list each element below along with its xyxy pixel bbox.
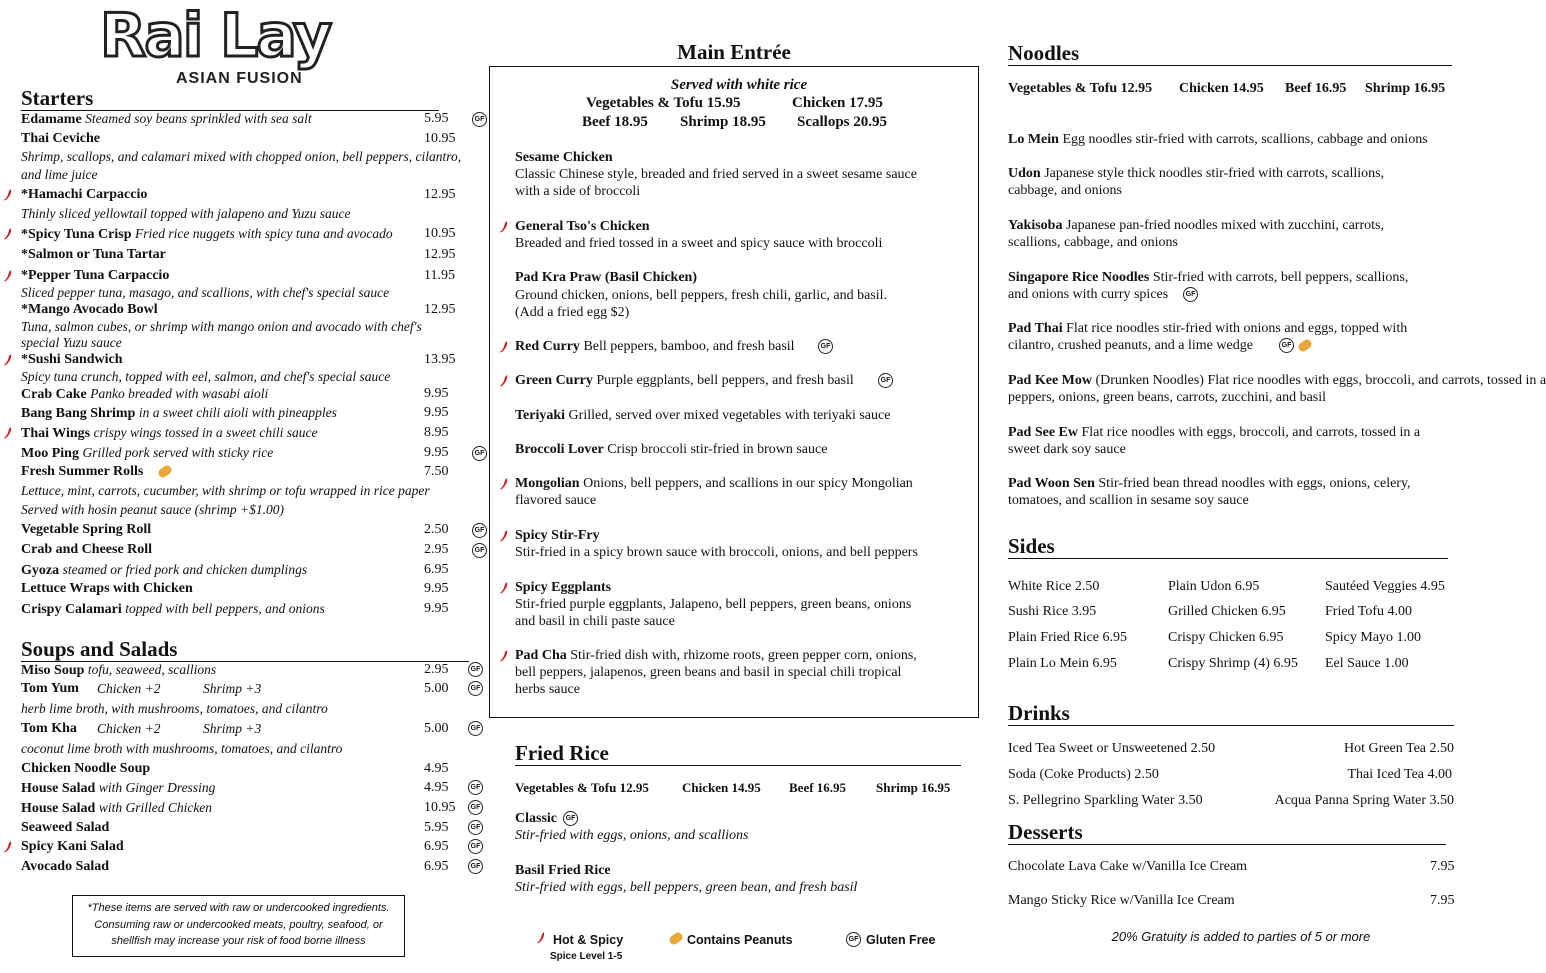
entree-served-with: Served with white rice: [670, 77, 808, 93]
noodle-item: [1008, 372, 1546, 389]
menu-item-price: 9.95: [424, 386, 449, 401]
noodle-item: [1008, 217, 1384, 234]
menu-item: [21, 600, 325, 618]
noodle-item: [1008, 165, 1384, 182]
noodle-item-desc: scallions, cabbage, and onions: [1008, 235, 1178, 250]
noodle-item-desc: Flat rice noodles with eggs, broccoli, and carrots, tossed in a: [1081, 425, 1421, 440]
menu-item: [21, 521, 151, 538]
menu-item-name: Crab Cake: [21, 387, 87, 402]
noodle-item-desc: and onions with curry spices: [1008, 287, 1169, 302]
chili-icon: [3, 228, 13, 240]
fried-rice-price: Chicken 14.95: [682, 780, 761, 795]
menu-item-price: 9.95: [424, 445, 449, 460]
menu-item-price: 12.95: [424, 302, 456, 317]
noodles-price: Vegetables & Tofu 12.95: [1008, 81, 1153, 96]
entree-item-name: Spicy Stir-Fry: [515, 528, 600, 543]
gluten-free-icon: GF: [468, 662, 483, 677]
menu-item-desc: and lime juice: [21, 167, 98, 182]
noodle-item-desc: Stir-fried bean thread noodles with eggs, onions, celery,: [1098, 476, 1411, 491]
menu-item: [21, 424, 318, 442]
gluten-free-icon: GF: [472, 112, 487, 127]
menu-item: [21, 760, 150, 777]
menu-item-desc: topped with bell peppers, and onions: [125, 601, 325, 616]
menu-item-price: 6.95: [424, 839, 449, 854]
entree-item: [515, 338, 795, 355]
notice-line: *These items are served with raw or undercooked ingredients.: [87, 902, 390, 914]
chili-icon: [536, 932, 546, 944]
menu-item-option: Chicken +2: [97, 681, 161, 696]
menu-item: [21, 680, 79, 697]
noodle-item-name: Udon: [1008, 166, 1041, 181]
entree-item-desc: herbs sauce: [515, 682, 580, 697]
entree-item: [515, 441, 827, 458]
dessert-name: Chocolate Lava Cake w/Vanilla Ice Cream: [1008, 859, 1248, 874]
menu-item: [21, 246, 166, 263]
menu-item: [21, 661, 216, 679]
menu-item-desc: special Yuzu sauce: [21, 335, 122, 350]
menu-item-price: 2.95: [424, 662, 449, 677]
side-item: Spicy Mayo 1.00: [1325, 630, 1422, 645]
entree-item: [515, 647, 917, 664]
legend-gluten-free: Gluten Free: [866, 933, 936, 947]
peanut-icon: [668, 931, 685, 946]
menu-item: [21, 561, 307, 579]
menu-item-name: House Salad: [21, 781, 96, 796]
menu-item: [21, 720, 77, 737]
menu-item-price: 5.95: [424, 820, 449, 835]
chili-icon: [499, 650, 509, 662]
menu-item-name: Tom Yum: [21, 681, 79, 696]
entree-item: [515, 372, 854, 389]
menu-item-name: Bang Bang Shrimp: [21, 406, 136, 421]
entree-item-desc: and basil in chili paste sauce: [515, 614, 675, 629]
noodle-item-desc: Stir-fried with carrots, bell peppers, scallions,: [1152, 270, 1409, 285]
menu-item: [21, 110, 312, 128]
menu-item-price: 6.95: [424, 562, 449, 577]
noodles-heading: Noodles: [1008, 42, 1452, 66]
noodles-price: Beef 16.95: [1285, 81, 1347, 96]
noodle-item-desc: Egg noodles stir-fried with carrots, scallions, cabbage and onions: [1062, 132, 1428, 147]
logo-wordmark: Rai Lay: [100, 1, 331, 71]
dessert-price: 7.95: [1430, 859, 1455, 874]
menu-item-name: House Salad: [21, 801, 96, 816]
entree-item-name: General Tso's Chicken: [515, 219, 650, 234]
entree-item-desc: Stir-fried dish with, rhizome roots, green pepper corn, onions,: [570, 648, 917, 663]
menu-item-desc: steamed or fried pork and chicken dumplings: [62, 562, 308, 577]
chili-icon: [499, 478, 509, 490]
noodle-item-desc: peppers, onions, green beans, carrots, zucchini, and basil: [1008, 390, 1327, 405]
menu-item-name: Gyoza: [21, 563, 60, 578]
menu-item-price: 5.00: [424, 721, 449, 736]
menu-item-option: Shrimp +3: [203, 721, 262, 736]
gluten-free-icon: GF: [1279, 338, 1294, 353]
menu-item-name: Crab and Cheese Roll: [21, 542, 153, 557]
menu-item-price: 9.95: [424, 581, 449, 596]
peanut-icon: [1297, 338, 1314, 353]
menu-item-desc: Steamed soy beans sprinkled with sea salt: [85, 111, 312, 126]
menu-item-name: *Spicy Tuna Crisp: [21, 227, 132, 242]
fried-rice-heading: Fried Rice: [515, 742, 961, 766]
drink-item: Acqua Panna Spring Water 3.50: [1274, 793, 1454, 808]
menu-item-desc: Spicy tuna crunch, topped with eel, salmon, and chef's special sauce: [21, 369, 391, 384]
gluten-free-icon: GF: [846, 932, 861, 947]
menu-item-price: 12.95: [424, 247, 456, 262]
menu-item-option: Shrimp +3: [203, 681, 262, 696]
fried-rice-price: Beef 16.95: [789, 780, 847, 795]
noodle-item: [1008, 475, 1411, 492]
menu-item-option: Chicken +2: [97, 721, 161, 736]
menu-item: [21, 444, 273, 462]
entree-item-name: Spicy Eggplants: [515, 580, 612, 595]
menu-item-desc: coconut lime broth with mushrooms, tomatoes, and cilantro: [21, 741, 343, 756]
drink-item: Iced Tea Sweet or Unsweetened 2.50: [1008, 741, 1216, 756]
gluten-free-icon: GF: [472, 543, 487, 558]
entree-heading: Main Entrée: [677, 40, 791, 64]
menu-item-name: Miso Soup: [21, 663, 85, 678]
gluten-free-icon: GF: [468, 800, 483, 815]
side-item: Fried Tofu 4.00: [1325, 604, 1413, 619]
menu-item-name: Fresh Summer Rolls: [21, 464, 144, 479]
gluten-free-icon: GF: [468, 681, 483, 696]
menu-item: [21, 799, 212, 817]
entree-item-desc: (Add a fried egg $2): [515, 305, 630, 320]
menu-item-price: 11.95: [424, 268, 455, 283]
entree-item-name: Green Curry: [515, 373, 593, 388]
chili-icon: [499, 530, 509, 542]
chili-icon: [3, 354, 13, 366]
menu-item-name: *Pepper Tuna Carpaccio: [21, 268, 170, 283]
menu-item-desc: Served with hosin peanut sauce (shrimp +$1.00): [21, 502, 284, 517]
menu-item: [21, 404, 337, 422]
side-item: White Rice 2.50: [1008, 579, 1100, 594]
noodles-price: Shrimp 16.95: [1365, 81, 1446, 96]
menu-item-name: Thai Wings: [21, 426, 91, 441]
entree-item-name: Teriyaki: [515, 408, 566, 423]
fried-rice-item-desc: Stir-fried with eggs, bell peppers, green bean, and fresh basil: [515, 880, 858, 895]
entree-item-desc: Purple eggplants, bell peppers, and fresh basil: [596, 373, 854, 388]
entree-item-desc: Ground chicken, onions, bell peppers, fresh chili, garlic, and basil.: [515, 288, 888, 303]
entree-item-name: Red Curry: [515, 339, 580, 354]
noodle-item: [1008, 424, 1420, 441]
chili-icon: [3, 189, 13, 201]
entree-item-name: Broccoli Lover: [515, 442, 604, 457]
menu-item-name: Avocado Salad: [21, 859, 110, 874]
entree-item-desc: Stir-fried in a spicy brown sauce with broccoli, onions, and bell peppers: [515, 545, 918, 560]
menu-item-price: 10.95: [424, 800, 456, 815]
noodle-item-desc: cilantro, crushed peanuts, and a lime wedge: [1008, 338, 1253, 353]
menu-item-price: 4.95: [424, 780, 449, 795]
entree-item: [515, 218, 650, 235]
menu-item: [21, 858, 109, 875]
menu-item-name: Crispy Calamari: [21, 602, 122, 617]
entree-price: Shrimp 18.95: [680, 114, 766, 130]
fried-rice-item-name: Classic: [515, 811, 557, 826]
entree-item-desc: with a side of broccoli: [515, 184, 641, 199]
noodle-item-desc: Flat rice noodles stir-fried with onions and eggs, topped with: [1066, 321, 1408, 336]
side-item: Plain Fried Rice 6.95: [1008, 630, 1127, 645]
menu-item-desc: with Ginger Dressing: [98, 780, 216, 795]
chili-icon: [3, 841, 13, 853]
menu-item-name: *Mango Avocado Bowl: [21, 302, 158, 317]
noodle-item: [1008, 320, 1407, 337]
menu-item: [21, 541, 152, 558]
fried-rice-price: Vegetables & Tofu 12.95: [515, 780, 649, 795]
menu-item-price: 7.50: [424, 464, 449, 479]
entree-item-desc: Classic Chinese style, breaded and fried served in a sweet sesame sauce: [515, 167, 917, 182]
drink-item: Soda (Coke Products) 2.50: [1008, 767, 1159, 782]
menu-item: [21, 580, 193, 597]
side-item: Eel Sauce 1.00: [1325, 656, 1409, 671]
logo-tagline: ASIAN FUSION: [176, 70, 303, 87]
menu-item-desc: Grilled pork served with sticky rice: [82, 445, 274, 460]
gratuity-note: 20% Gratuity is added to parties of 5 or more: [1111, 929, 1371, 944]
menu-item-desc: crispy wings tossed in a sweet chili sauce: [93, 425, 318, 440]
gluten-free-icon: GF: [468, 780, 483, 795]
gluten-free-icon: GF: [818, 339, 833, 354]
restaurant-logo: [96, 1, 366, 92]
gluten-free-icon: GF: [468, 859, 483, 874]
drink-item: Thai Iced Tea 4.00: [1347, 767, 1452, 782]
menu-item-price: 5.00: [424, 681, 449, 696]
menu-item-price: 12.95: [424, 187, 456, 202]
menu-item-name: *Salmon or Tuna Tartar: [21, 247, 166, 262]
sides-heading: Sides: [1008, 535, 1448, 559]
gluten-free-icon: GF: [468, 721, 483, 736]
menu-item: [21, 385, 268, 403]
entree-item-desc: Grilled, served over mixed vegetables with teriyaki sauce: [568, 408, 891, 423]
gluten-free-icon: GF: [472, 523, 487, 538]
menu-item: [21, 463, 143, 480]
menu-item: [21, 130, 100, 147]
gluten-free-icon: GF: [472, 446, 487, 461]
menu-item-desc: Tuna, salmon cubes, or shrimp with mango onion and avocado with chef's: [21, 319, 422, 334]
entree-item: [515, 527, 600, 544]
entree-item-desc: Bell peppers, bamboo, and fresh basil: [583, 339, 795, 354]
menu-item: [21, 267, 169, 284]
entree-item-desc: Onions, bell peppers, and scallions in our spicy Mongolian: [583, 476, 913, 491]
menu-item-price: 6.95: [424, 859, 449, 874]
chili-icon: [3, 427, 13, 439]
menu-item-desc: Sliced pepper tuna, masago, and scallions, with chef's special sauce: [21, 285, 390, 300]
menu-item-desc: Thinly sliced yellowtail topped with jalapeno and Yuzu sauce: [21, 206, 351, 221]
menu-item-price: 9.95: [424, 405, 449, 420]
drinks-heading: Drinks: [1008, 702, 1454, 726]
menu-item: [21, 779, 215, 797]
menu-item: [21, 819, 109, 836]
entree-item-desc: Breaded and fried tossed in a sweet and spicy sauce with broccoli: [515, 236, 883, 251]
menu-item-desc: Fried rice nuggets with spicy tuna and avocado: [135, 226, 393, 241]
noodle-item-name: Lo Mein: [1008, 132, 1059, 147]
side-item: Grilled Chicken 6.95: [1168, 604, 1286, 619]
raw-food-notice: [72, 895, 405, 957]
side-item: Sushi Rice 3.95: [1008, 604, 1097, 619]
menu-item-name: Tom Kha: [21, 721, 77, 736]
gluten-free-icon: GF: [1183, 287, 1198, 302]
noodle-item: [1008, 269, 1408, 286]
entree-item-name: Mongolian: [515, 476, 580, 491]
gluten-free-icon: GF: [563, 811, 578, 826]
menu-item-name: *Hamachi Carpaccio: [21, 187, 148, 202]
fried-rice-item-desc: Stir-fried with eggs, onions, and scallions: [515, 828, 749, 843]
menu-item-price: 2.95: [424, 542, 449, 557]
menu-item-name: Thai Ceviche: [21, 131, 100, 146]
side-item: Crispy Chicken 6.95: [1168, 630, 1284, 645]
drink-item: S. Pellegrino Sparkling Water 3.50: [1008, 793, 1203, 808]
entree-item-desc: bell peppers, jalapenos, green beans and basil in special chili tropical: [515, 665, 902, 680]
entree-price: Scallops 20.95: [797, 114, 888, 130]
menu-item: [21, 186, 147, 203]
entree-item: [515, 149, 613, 166]
menu-item-price: 4.95: [424, 761, 449, 776]
chili-icon: [499, 582, 509, 594]
chili-icon: [499, 221, 509, 233]
noodle-item-name: Singapore Rice Noodles: [1008, 270, 1150, 285]
noodle-item-desc: tomatoes, and scallion in sesame soy sauce: [1008, 493, 1249, 508]
soups-heading: Soups and Salads: [21, 638, 469, 662]
menu-item-price: 2.50: [424, 522, 449, 537]
gluten-free-icon: GF: [468, 839, 483, 854]
menu-item-name: *Sushi Sandwich: [21, 352, 123, 367]
notice-line: shellfish may increase your risk of food borne illness: [111, 935, 366, 947]
noodle-item-name: Pad Thai: [1008, 321, 1063, 336]
side-item: Sautéed Veggies 4.95: [1325, 579, 1445, 594]
menu-item-name: Edamame: [21, 112, 82, 127]
fried-rice-price: Shrimp 16.95: [876, 780, 951, 795]
entree-item: [515, 579, 611, 596]
entree-item-name: Sesame Chicken: [515, 150, 613, 165]
menu-item-price: 9.95: [424, 601, 449, 616]
fried-rice-item-name: Basil Fried Rice: [515, 863, 611, 878]
entree-price: Chicken 17.95: [792, 95, 883, 111]
menu-item-price: 10.95: [424, 131, 456, 146]
gluten-free-icon: GF: [878, 373, 893, 388]
entree-item: [515, 475, 913, 492]
menu-item-desc: in a sweet chili aioli with pineapples: [138, 405, 337, 420]
entree-item-name: Pad Cha: [515, 648, 567, 663]
dessert-name: Mango Sticky Rice w/Vanilla Ice Cream: [1008, 893, 1235, 908]
noodle-item-desc: (Drunken Noodles) Flat rice noodles with eggs, broccoli, and carrots, tossed in a: [1095, 373, 1546, 388]
menu-item-desc: Panko breaded with wasabi aioli: [90, 386, 269, 401]
entree-price: Beef 18.95: [582, 114, 648, 130]
noodle-item-name: Yakisoba: [1008, 218, 1063, 233]
chili-icon: [499, 375, 509, 387]
menu-item: [21, 351, 123, 368]
legend-hot-spicy: Hot & Spicy: [553, 933, 624, 947]
legend-peanuts: Contains Peanuts: [687, 933, 793, 947]
menu-item-name: Spicy Kani Salad: [21, 839, 124, 854]
menu-item-desc: Shrimp, scallops, and calamari mixed with chopped onion, bell peppers, cilantro,: [21, 149, 462, 164]
noodle-item-name: Pad Kee Mow: [1008, 373, 1092, 388]
chili-icon: [3, 270, 13, 282]
noodle-item-desc: sweet dark soy sauce: [1008, 442, 1126, 457]
entree-item-name: Pad Kra Praw (Basil Chicken): [515, 270, 697, 285]
entree-item: [515, 269, 697, 286]
noodle-item-desc: Japanese style thick noodles stir-fried with carrots, scallions,: [1044, 166, 1385, 181]
entree-item-desc: Stir-fried purple eggplants, Jalapeno, bell peppers, green beans, onions: [515, 597, 912, 612]
noodles-price: Chicken 14.95: [1179, 81, 1264, 96]
peanut-icon: [157, 464, 174, 479]
noodle-item-name: Pad Woon Sen: [1008, 476, 1095, 491]
noodle-item: [1008, 131, 1428, 148]
menu-item-price: 8.95: [424, 425, 449, 440]
menu-item-desc: herb lime broth, with mushrooms, tomatoes, and cilantro: [21, 701, 328, 716]
side-item: Plain Udon 6.95: [1168, 579, 1260, 594]
menu-item-name: Seaweed Salad: [21, 820, 110, 835]
notice-line: Consuming raw or undercooked meats, poultry, seafood, or: [94, 918, 383, 931]
menu-item: [21, 225, 393, 243]
noodle-item-name: Pad See Ew: [1008, 425, 1078, 440]
starters-heading: Starters: [21, 87, 439, 111]
menu-item: [21, 838, 124, 855]
menu-item-name: Moo Ping: [21, 446, 79, 461]
noodle-item-desc: Japanese pan-fried noodles mixed with zucchini, carrots,: [1065, 218, 1384, 233]
gluten-free-icon: GF: [468, 820, 483, 835]
legend-spice-level: Spice Level 1-5: [550, 951, 623, 962]
menu-item-desc: tofu, seaweed, scallions: [87, 662, 217, 677]
entree-item-desc: Crisp broccoli stir-fried in brown sauce: [607, 442, 828, 457]
side-item: Crispy Shrimp (4) 6.95: [1168, 656, 1298, 671]
menu-item-price: 10.95: [424, 226, 456, 241]
menu-item-name: Lettuce Wraps with Chicken: [21, 581, 193, 596]
entree-item: [515, 407, 890, 424]
menu-item-desc: with Grilled Chicken: [98, 800, 213, 815]
menu-item-desc: Lettuce, mint, carrots, cucumber, with shrimp or tofu wrapped in rice paper: [21, 483, 430, 498]
entree-price: Vegetables & Tofu 15.95: [586, 95, 741, 111]
dessert-price: 7.95: [1430, 893, 1455, 908]
noodle-item-desc: cabbage, and onions: [1008, 183, 1122, 198]
menu-item-price: 13.95: [424, 352, 456, 367]
menu-item-price: 5.95: [424, 111, 449, 126]
entree-item-desc: flavored sauce: [515, 493, 597, 508]
menu-item: [21, 301, 158, 318]
menu-item-name: Vegetable Spring Roll: [21, 522, 152, 537]
desserts-heading: Desserts: [1008, 821, 1446, 845]
drink-item: Hot Green Tea 2.50: [1344, 741, 1454, 756]
menu-item-name: Chicken Noodle Soup: [21, 761, 151, 776]
chili-icon: [499, 341, 509, 353]
side-item: Plain Lo Mein 6.95: [1008, 656, 1117, 671]
